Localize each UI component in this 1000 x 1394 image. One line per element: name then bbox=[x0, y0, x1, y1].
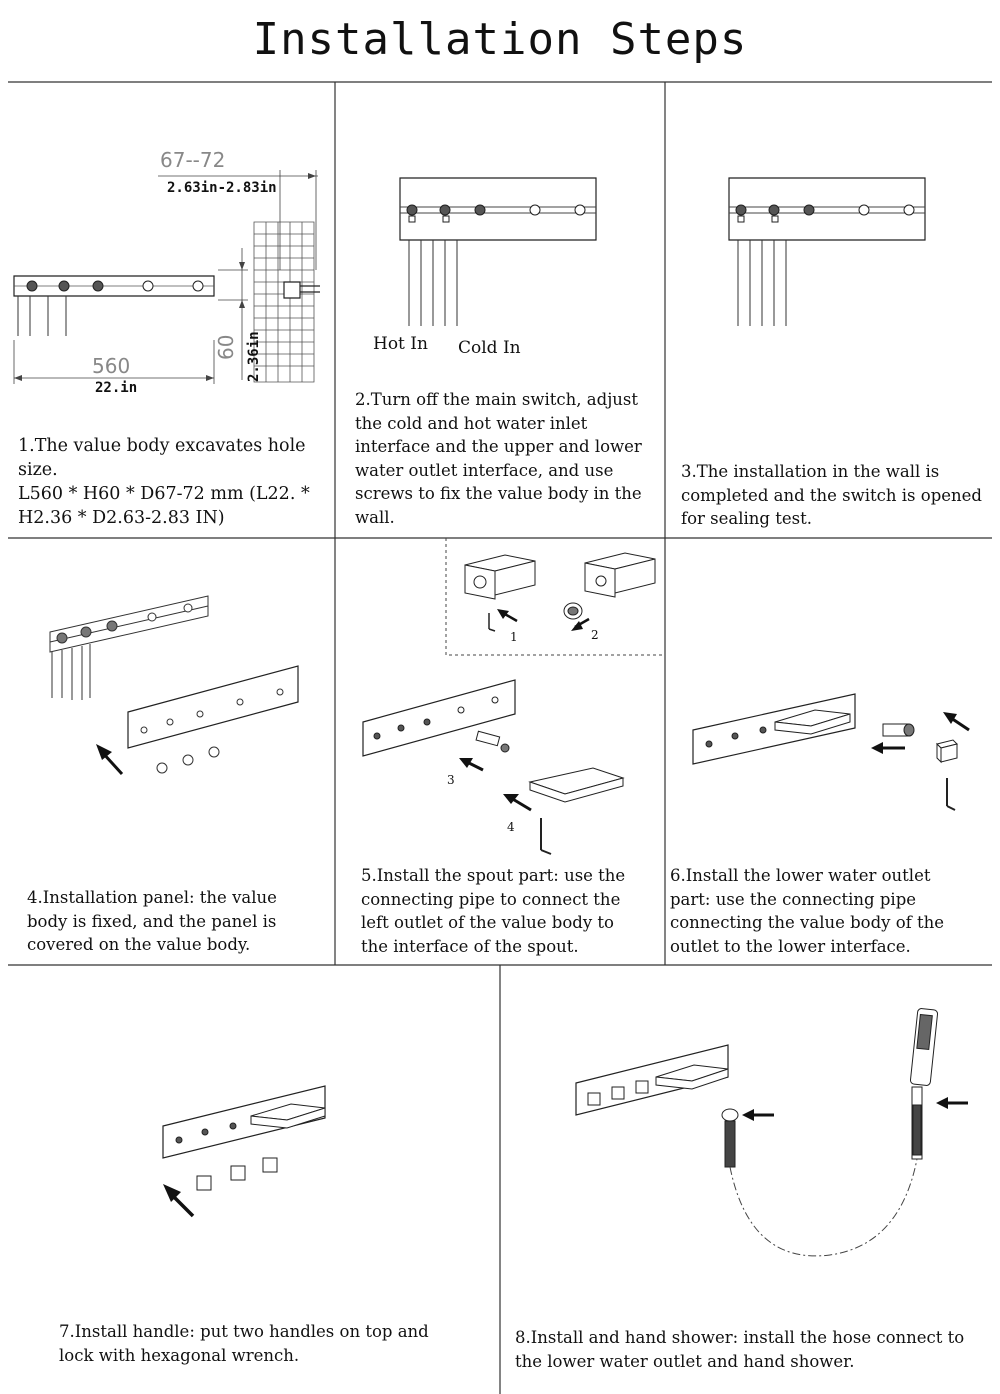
hot-in-label: Hot In bbox=[373, 334, 428, 354]
step7-caption: 7.Install handle: put two handles on top and lock with hexagonal wrench. bbox=[59, 1322, 429, 1365]
spout-icon bbox=[585, 553, 655, 597]
cold-in-label: Cold In bbox=[458, 338, 521, 358]
hex-wrench-icon bbox=[947, 778, 955, 810]
arrow-icon bbox=[497, 609, 517, 621]
connecting-pipe-icon bbox=[883, 724, 914, 736]
callout-1: 1 bbox=[510, 630, 518, 644]
length-in-label: 22.in bbox=[95, 380, 138, 396]
arrow-icon bbox=[459, 758, 483, 770]
step8-caption: 8.Install and hand shower: install the hose connect to the lower water outlet and hand shower. bbox=[515, 1328, 965, 1371]
depth-mm-label: 67--72 bbox=[160, 148, 226, 172]
callout-3: 3 bbox=[447, 773, 455, 787]
step7-handle-diagram bbox=[155, 1080, 335, 1230]
arrow-icon bbox=[742, 1109, 774, 1121]
valve-body-icon bbox=[50, 596, 208, 700]
page-title: Installation Steps bbox=[252, 14, 748, 65]
step5-inset-diagram bbox=[455, 545, 660, 650]
cover-panel-icon bbox=[693, 694, 855, 764]
cover-panel-icon bbox=[128, 666, 298, 748]
height-in-label: 2.36in bbox=[246, 331, 262, 382]
hose-icon bbox=[730, 1159, 917, 1256]
arrow-icon bbox=[163, 1184, 193, 1216]
arrow-icon bbox=[943, 712, 969, 730]
spout-icon bbox=[530, 768, 623, 802]
step4-panel-diagram bbox=[30, 590, 320, 790]
callout-4: 4 bbox=[507, 820, 515, 834]
height-mm-label: 60 bbox=[214, 334, 238, 360]
step5-caption: 5.Install the spout part: use the connecting pipe to connect the left outlet of the value body to the interface of the spout. bbox=[361, 866, 626, 956]
tiled-wall-icon bbox=[254, 222, 314, 382]
shower-holder-icon bbox=[937, 740, 957, 762]
step2-caption: 2.Turn off the main switch, adjust the cold and hot water inlet interface and the upper and lower water outlet interface, and use screws to fix the value body in the wall. bbox=[355, 390, 642, 527]
length-mm-label: 560 bbox=[92, 354, 131, 378]
step3-valve-diagram bbox=[724, 176, 934, 336]
step8-hand-shower-diagram bbox=[570, 1005, 980, 1270]
step3-caption: 3.The installation in the wall is completed and the switch is opened for sealing test. bbox=[681, 462, 982, 528]
step4-caption: 4.Installation panel: the value body is fixed, and the panel is covered on the value body. bbox=[27, 888, 277, 954]
hex-wrench-icon bbox=[541, 818, 551, 854]
arrow-icon bbox=[936, 1097, 968, 1109]
step6-caption: 6.Install the lower water outlet part: use the connecting pipe connecting the value body of the outlet to the lower interface. bbox=[670, 866, 945, 956]
step2-valve-diagram bbox=[395, 176, 605, 336]
depth-in-label: 2.63in-2.83in bbox=[167, 180, 277, 196]
hand-shower-icon bbox=[910, 1008, 938, 1159]
connecting-pipe-icon bbox=[476, 731, 509, 752]
callout-2: 2 bbox=[591, 628, 599, 642]
arrow-icon bbox=[96, 744, 122, 774]
spout-icon bbox=[465, 555, 535, 599]
hose-connector-icon bbox=[722, 1109, 738, 1167]
arrow-icon bbox=[871, 742, 905, 754]
arrow-icon bbox=[571, 619, 589, 631]
arrow-icon bbox=[503, 794, 531, 810]
valve-body-icon bbox=[14, 276, 214, 336]
step1-caption: 1.The value body excavates hole size. L560 * H60 * D67-72 mm (L22. * H2.36 * D2.63-2.83 IN) bbox=[18, 436, 310, 528]
handle-icon bbox=[197, 1158, 277, 1190]
step1-dimension-diagram bbox=[8, 140, 333, 400]
step6-outlet-diagram bbox=[685, 690, 985, 820]
